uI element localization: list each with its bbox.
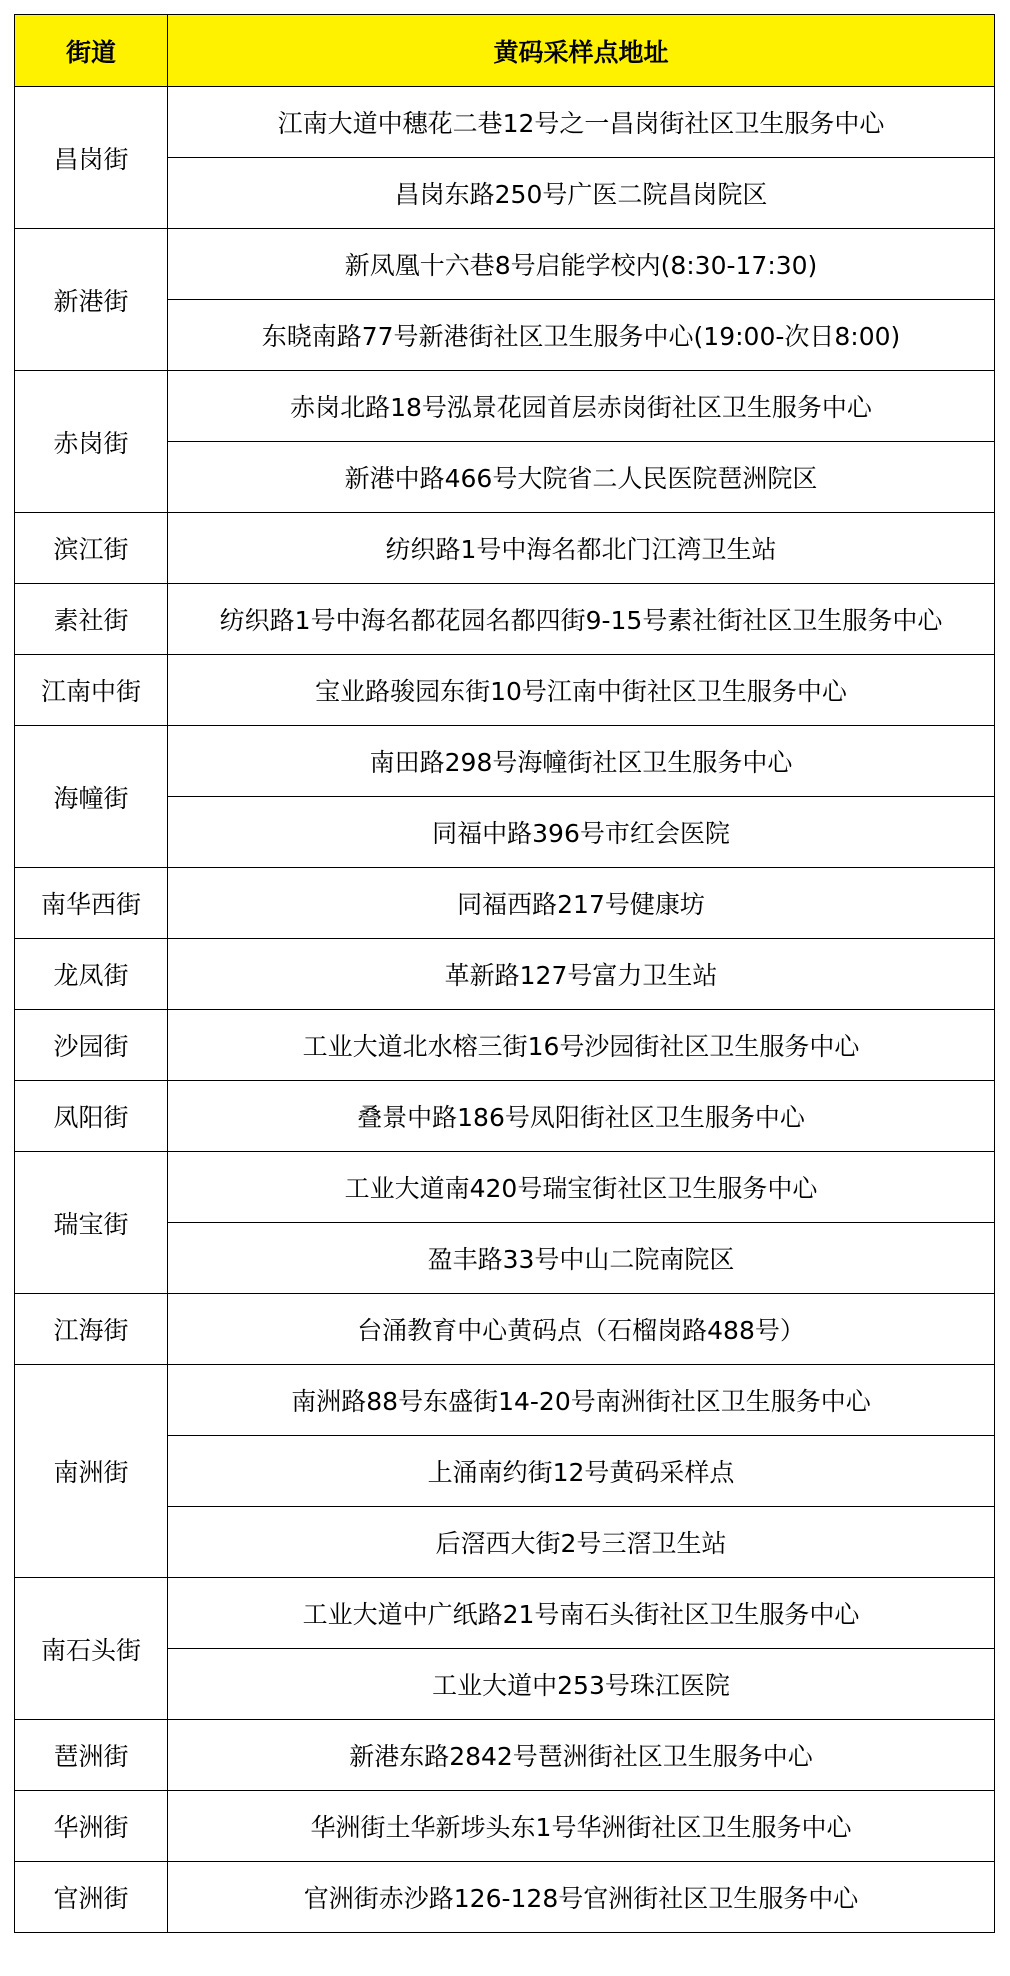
district-cell: 江南中街 [15, 655, 168, 726]
address-cell: 工业大道中253号珠江医院 [168, 1649, 995, 1720]
header-row [15, 15, 995, 87]
table-row [15, 1578, 995, 1649]
header-address: 黄码采样点地址 [168, 15, 995, 87]
district-cell: 南石头街 [15, 1578, 168, 1720]
table-row [15, 939, 995, 1010]
address-cell: 上涌南约街12号黄码采样点 [168, 1436, 995, 1507]
table-body [15, 87, 995, 1933]
address-cell: 新凤凰十六巷8号启能学校内(8:30-17:30) [168, 229, 995, 300]
table-row [15, 726, 995, 797]
address-cell: 同福西路217号健康坊 [168, 868, 995, 939]
address-cell: 纺织路1号中海名都北门江湾卫生站 [168, 513, 995, 584]
address-cell: 南田路298号海幢街社区卫生服务中心 [168, 726, 995, 797]
address-cell: 赤岗北路18号泓景花园首层赤岗街社区卫生服务中心 [168, 371, 995, 442]
table-row [15, 513, 995, 584]
district-cell: 昌岗街 [15, 87, 168, 229]
district-cell: 瑞宝街 [15, 1152, 168, 1294]
address-cell: 东晓南路77号新港街社区卫生服务中心(19:00-次日8:00) [168, 300, 995, 371]
table-row [15, 868, 995, 939]
district-cell: 南洲街 [15, 1365, 168, 1578]
table-row [15, 1720, 995, 1791]
district-cell: 海幢街 [15, 726, 168, 868]
address-cell: 盈丰路33号中山二院南院区 [168, 1223, 995, 1294]
address-cell: 工业大道中广纸路21号南石头街社区卫生服务中心 [168, 1578, 995, 1649]
address-cell: 叠景中路186号凤阳街社区卫生服务中心 [168, 1081, 995, 1152]
address-cell: 工业大道南420号瑞宝街社区卫生服务中心 [168, 1152, 995, 1223]
table-row [15, 655, 995, 726]
address-cell: 昌岗东路250号广医二院昌岗院区 [168, 158, 995, 229]
table-row [15, 1365, 995, 1436]
district-cell: 官洲街 [15, 1862, 168, 1933]
table-row [15, 1791, 995, 1862]
table-row [15, 1862, 995, 1933]
address-cell: 台涌教育中心黄码点（石榴岗路488号） [168, 1294, 995, 1365]
district-cell: 新港街 [15, 229, 168, 371]
district-cell: 滨江街 [15, 513, 168, 584]
district-cell: 南华西街 [15, 868, 168, 939]
address-cell: 同福中路396号市红会医院 [168, 797, 995, 868]
address-cell: 华洲街土华新埗头东1号华洲街社区卫生服务中心 [168, 1791, 995, 1862]
address-cell: 官洲街赤沙路126-128号官洲街社区卫生服务中心 [168, 1862, 995, 1933]
table-row [15, 87, 995, 158]
district-cell: 沙园街 [15, 1010, 168, 1081]
address-cell: 宝业路骏园东街10号江南中街社区卫生服务中心 [168, 655, 995, 726]
address-cell: 江南大道中穗花二巷12号之一昌岗街社区卫生服务中心 [168, 87, 995, 158]
address-cell: 新港东路2842号琶洲街社区卫生服务中心 [168, 1720, 995, 1791]
address-cell: 革新路127号富力卫生站 [168, 939, 995, 1010]
table-row [15, 1081, 995, 1152]
district-cell: 华洲街 [15, 1791, 168, 1862]
address-cell: 南洲路88号东盛街14-20号南洲街社区卫生服务中心 [168, 1365, 995, 1436]
address-cell: 工业大道北水榕三街16号沙园街社区卫生服务中心 [168, 1010, 995, 1081]
district-cell: 琶洲街 [15, 1720, 168, 1791]
address-cell: 后滘西大街2号三滘卫生站 [168, 1507, 995, 1578]
address-cell: 纺织路1号中海名都花园名都四街9-15号素社街社区卫生服务中心 [168, 584, 995, 655]
table-row [15, 371, 995, 442]
table-row [15, 1152, 995, 1223]
table-row [15, 584, 995, 655]
table-row [15, 229, 995, 300]
header-district: 街道 [15, 15, 168, 87]
district-cell: 江海街 [15, 1294, 168, 1365]
district-cell: 凤阳街 [15, 1081, 168, 1152]
table-row [15, 1010, 995, 1081]
district-cell: 素社街 [15, 584, 168, 655]
sampling-sites-table [14, 14, 995, 1933]
district-cell: 龙凤街 [15, 939, 168, 1010]
address-cell: 新港中路466号大院省二人民医院琶洲院区 [168, 442, 995, 513]
table-row [15, 1294, 995, 1365]
district-cell: 赤岗街 [15, 371, 168, 513]
